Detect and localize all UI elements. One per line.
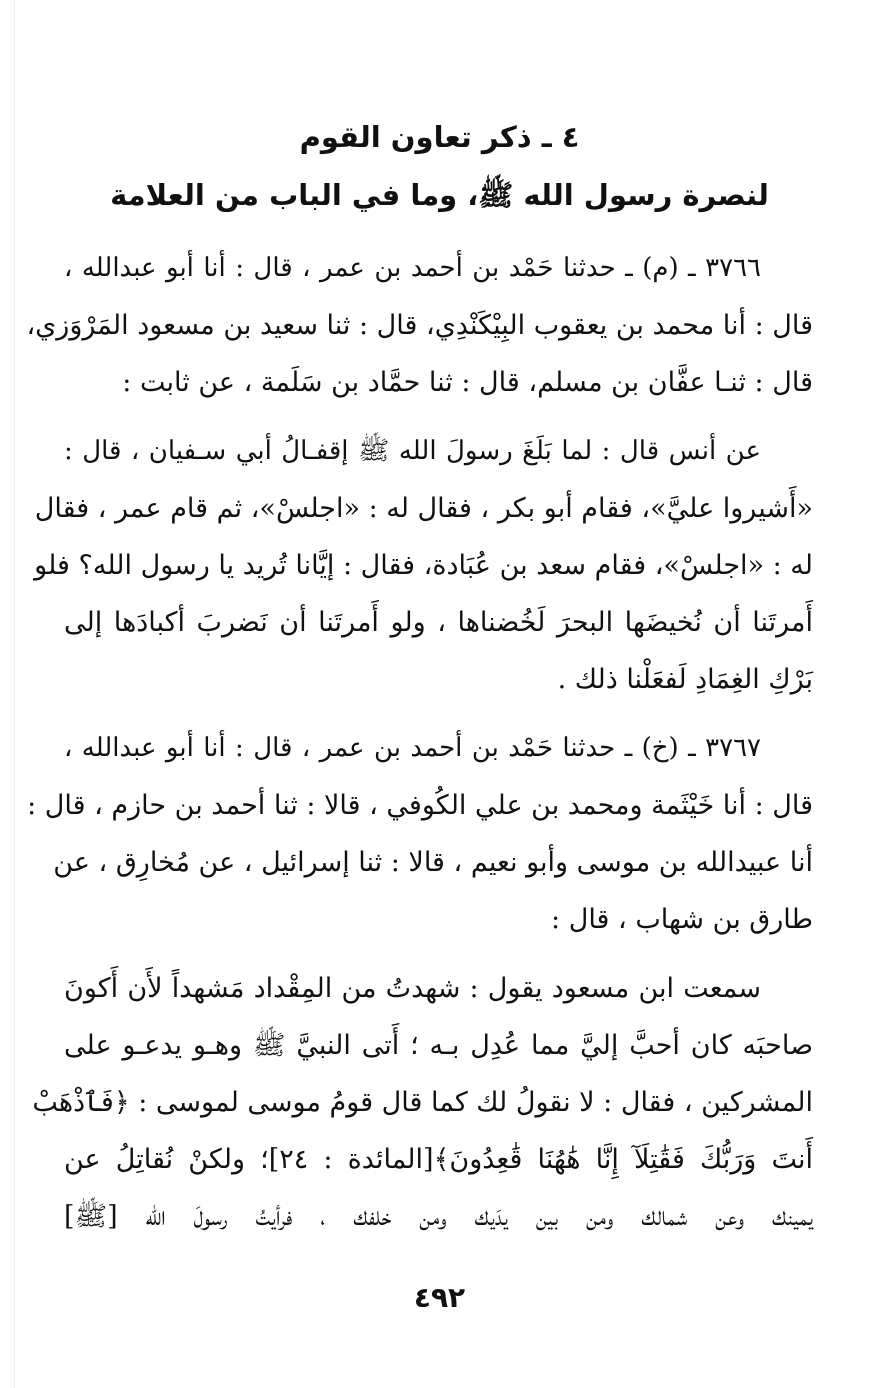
text-line: ٣٧٦٧ ـ (خ) ـ حدثنا حَمْد بن أحمد بن عمر ، قال : أنا أبو عبدالله ،: [64, 733, 761, 763]
chapter-heading-block: [60, 108, 819, 224]
text-line: له : «اجلسْ»، فقام سعد بن عُبَادة، فقال : إيَّانا تُريد يا رسول الله؟ فلو: [34, 550, 813, 581]
paragraph-3766-isnad: [26, 240, 813, 411]
paragraph-3767-matn: [32, 960, 813, 1245]
text-line: قال : ثنـا عفَّان بن مسلم، قال : ثنا حمَّاد بن سَلَمة ، عن ثابت :: [122, 367, 813, 398]
chapter-subtitle: لنصرة رسول الله ﷺ، وما في الباب من العلامة: [110, 178, 769, 212]
text-line: يمينك وعن شمالك ومن بين يدَيك ومن خلفك ، فرأيتُ رسولَ الله [ﷺ]: [64, 1201, 813, 1232]
page-number: ٤٩٢: [413, 1281, 466, 1314]
body-text: [26, 240, 813, 1245]
paragraph-3766-matn: [34, 423, 813, 708]
text-line: «أَشيروا عليَّ»، فقام أبو بكر ، فقال له : «اجلسْ»، ثم قام عمر ، فقال: [34, 493, 813, 524]
text-line: أنا عبيدالله بن موسى وأبو نعيم ، قالا : ثنا إسرائيل ، عن مُخارِق ، عن: [53, 847, 813, 878]
text-line: ٣٧٦٦ ـ (م) ـ حدثنا حَمْد بن أحمد بن عمر ، قال : أنا أبو عبدالله ،: [64, 253, 761, 283]
page-edge: [14, 0, 15, 1388]
text-line: أَمرتَنا أن نُخيضَها البحرَ لَخُضناها ، ولو أَمرتَنا أن نَضربَ أكبادَها إلى: [64, 607, 813, 638]
text-line: قال : أنا خَيْثَمة ومحمد بن علي الكُوفي ، قالا : ثنا أحمد بن حازم ، قال :: [27, 790, 813, 821]
paragraph-3767-isnad: [27, 720, 813, 948]
text-line: طارق بن شهاب ، قال :: [551, 904, 813, 935]
chapter-title: ٤ ـ ذكر تعاون القوم: [299, 120, 580, 154]
text-line: أَنتَ وَرَبُّكَ فَقَٰتِلَآ إِنَّا هَٰهُنَا قَٰعِدُونَ﴾[المائدة : ٢٤]؛ ولكنْ نُقاتِلُ عن: [64, 1144, 813, 1175]
text-line: المشركين ، فقال : لا نقولُ لك كما قال قومُ موسى لموسى : ﴿فَٱذْهَبْ: [32, 1087, 813, 1118]
text-line: سمعت ابن مسعود يقول : شهدتُ من المِقْداد مَشهداً لأَن أَكونَ: [64, 973, 761, 1004]
text-line: عن أنس قال : لما بَلَغَ رسولَ الله ﷺ إقفـالُ أبي سـفيان ، قال :: [64, 436, 761, 466]
text-line: بَرْكِ الغِمَادِ لَفعَلْنا ذلك .: [557, 664, 813, 695]
text-line: صاحبَه كان أحبَّ إليَّ مما عُدِل بـه ؛ أَتى النبيَّ ﷺ وهـو يدعـو على: [64, 1030, 813, 1061]
text-line: قال : أنا محمد بن يعقوب البِيْكَنْدِي، قال : ثنا سعيد بن مسعود المَرْوَزي،: [26, 310, 813, 341]
